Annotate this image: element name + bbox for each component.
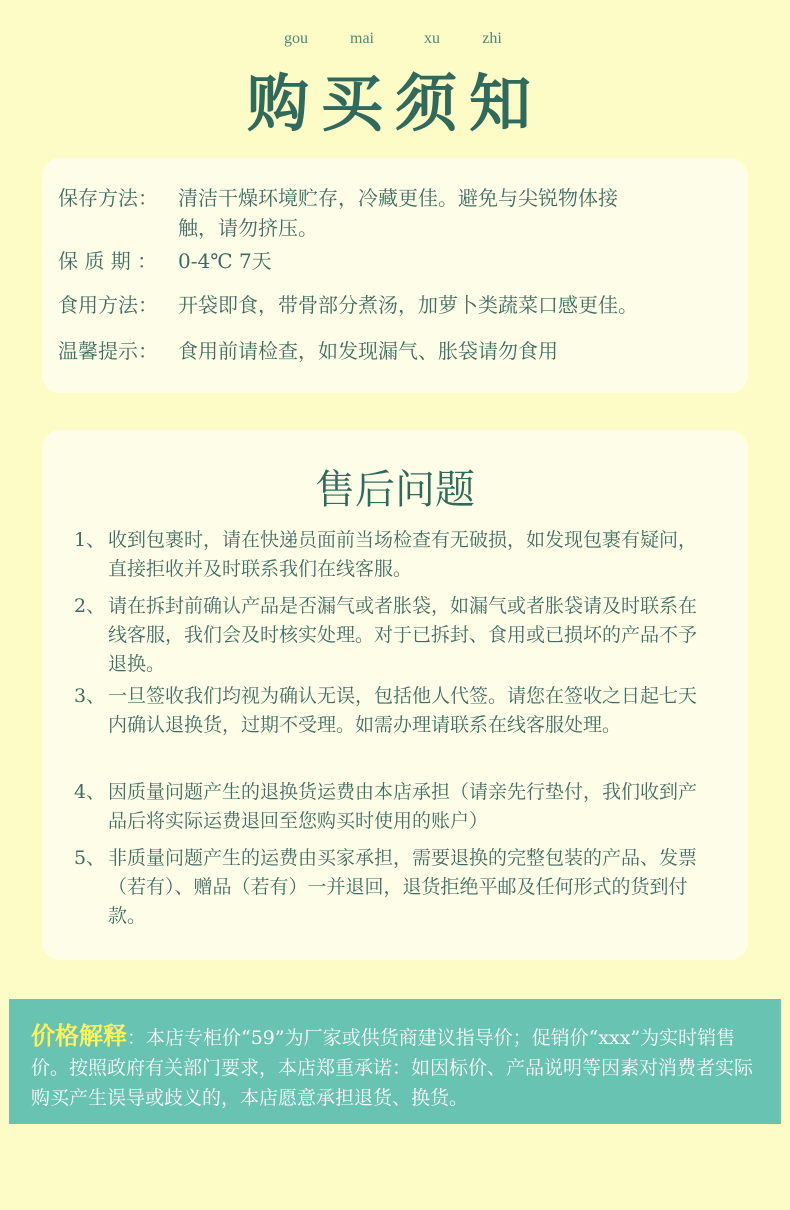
info-row-tips — [58, 336, 738, 366]
after-sales-title: 售后问题 — [315, 467, 475, 513]
price-explanation — [31, 1021, 766, 1113]
info-row-usage — [58, 290, 738, 320]
item-number: 3、 — [74, 685, 106, 707]
item-number: 5、 — [74, 847, 106, 869]
item-number: 4、 — [74, 781, 106, 803]
price-explanation-box — [9, 999, 781, 1124]
info-row-shelf-life — [58, 246, 738, 276]
info-value: 清洁干燥环境贮存，冷藏更佳。避免与尖锐物体接触，请勿挤压。 — [178, 186, 618, 240]
info-label: 温馨提示： — [58, 339, 158, 363]
list-item — [74, 526, 714, 584]
info-row-storage — [58, 183, 638, 243]
info-value: 食用前请检查，如发现漏气、胀袋请勿食用 — [178, 339, 558, 363]
item-text: 因质量问题产生的退换货运费由本店承担（请亲先行垫付，我们收到产品后将实际运费退回至您购买时使用的账户） — [108, 781, 698, 832]
title-pinyin — [0, 30, 790, 54]
info-label: 保 质 期 ： — [58, 249, 158, 273]
item-text: 收到包裹时，请在快递员面前当场检查有无破损，如发现包裹有疑问，直接拒收并及时联系我们在线客服。 — [108, 529, 698, 580]
pinyin-gou: gou — [284, 30, 308, 47]
price-text: ：本店专柜价“59”为厂家或供货商建议指导价；促销价“xxx”为实时销售价。按照政府有关部门要求，本店郑重承诺：如因标价、产品说明等因素对消费者实际购买产生误导或歧义的，本店愿意承担退货、换货。 — [31, 1027, 754, 1109]
price-label: 价格解释 — [31, 1021, 127, 1050]
list-item — [74, 682, 714, 740]
page-title: 购买须知 — [246, 67, 543, 140]
item-number: 2、 — [74, 595, 106, 617]
info-label: 食用方法： — [58, 293, 158, 317]
list-item — [74, 844, 714, 931]
info-label: 保存方法： — [58, 186, 158, 210]
info-value: 开袋即食，带骨部分煮汤，加萝卜类蔬菜口感更佳。 — [178, 293, 638, 317]
item-text: 请在拆封前确认产品是否漏气或者胀袋，如漏气或者胀袋请及时联系在线客服，我们会及时核实处理。对于已拆封、食用或已损坏的产品不予退换。 — [108, 595, 698, 675]
pinyin-mai: mai — [350, 30, 374, 47]
pinyin-xu: xu — [424, 30, 440, 47]
list-item — [74, 592, 714, 679]
after-sales-card — [42, 430, 748, 960]
storage-info-card — [42, 158, 748, 393]
list-item — [74, 778, 714, 836]
item-text: 一旦签收我们均视为确认无误，包括他人代签。请您在签收之日起七天内确认退换货，过期不受理。如需办理请联系在线客服处理。 — [108, 685, 698, 736]
pinyin-zhi: zhi — [482, 30, 502, 47]
info-value: 0-4℃ 7天 — [178, 249, 272, 273]
item-text: 非质量问题产生的运费由买家承担，需要退换的完整包装的产品、发票（若有）、赠品（若有）一并退回，退货拒绝平邮及任何形式的货到付款。 — [108, 847, 698, 927]
item-number: 1、 — [74, 529, 106, 551]
